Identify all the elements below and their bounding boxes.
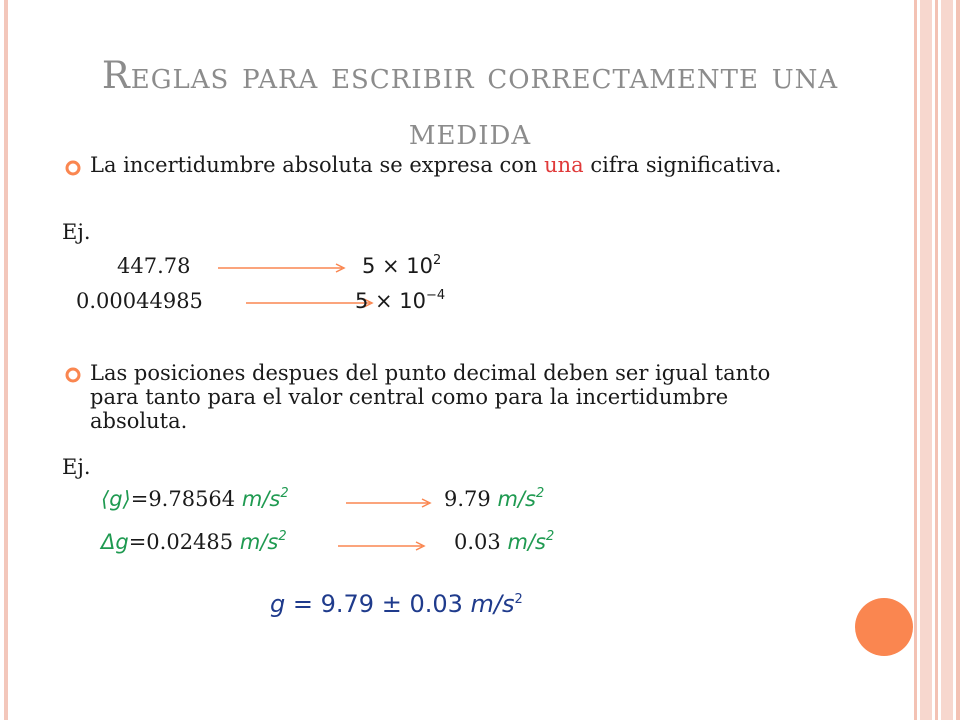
right-arrow-icon: [218, 262, 350, 274]
example-2-result: [355, 289, 445, 313]
example-2-mantissa: 5 × 10: [355, 289, 427, 313]
bullet-1-before: La incertidumbre absoluta se expresa con: [90, 153, 545, 177]
example-1-result: [362, 254, 441, 278]
delta-g-expression: [101, 530, 287, 554]
final-unit-exp: 2: [514, 592, 523, 607]
g-mean-rounded: 9.79: [444, 487, 491, 511]
right-arrow-icon: [338, 540, 430, 552]
g-mean-expression: [101, 487, 289, 511]
decorative-circle: [855, 598, 913, 656]
example-1-exponent: 2: [433, 253, 442, 268]
example-2-exponent: −4: [426, 288, 446, 303]
example-1-mantissa: 5 × 10: [362, 254, 434, 278]
left-frame-line: [4, 0, 8, 720]
delta-g-rounded-unit-exp: 2: [545, 529, 555, 544]
right-arrow-icon: [346, 497, 436, 509]
example-label-2: Ej.: [62, 455, 91, 479]
circle-bullet-icon: [62, 364, 84, 386]
final-uncertainty: 0.03: [409, 590, 463, 618]
g-mean-symbol: ⟨g⟩: [101, 487, 131, 511]
bullet-1-highlight: una: [544, 153, 584, 177]
delta-g-result: [454, 530, 554, 554]
slide-title: Reglas para escribir correctamente una medida: [101, 54, 839, 153]
delta-g-symbol: Δg: [101, 530, 129, 554]
stripe: [941, 0, 953, 720]
bullet-1-after: cifra significativa.: [583, 153, 782, 177]
stripe: [956, 0, 960, 720]
right-decorative-stripes: [914, 0, 960, 720]
stripe: [914, 0, 917, 720]
delta-g-unit-exp: 2: [278, 529, 287, 544]
delta-g-unit: m/s: [239, 530, 279, 554]
example-label-1: Ej.: [62, 220, 91, 244]
g-mean-rounded-unit: m/s: [497, 487, 536, 511]
final-plus-minus: ±: [381, 590, 402, 618]
bullet-2-text: Las posiciones despues del punto decimal deben ser igual tanto para tanto para el valor central como para la incertidumbre absoluta.: [90, 361, 771, 433]
bullet-1-text: [90, 153, 810, 177]
stripe: [935, 0, 938, 720]
g-mean-value: =9.78564: [130, 487, 236, 511]
example-1-value: 447.78: [117, 254, 191, 278]
delta-g-value: =0.02485: [128, 530, 234, 554]
g-mean-result: [444, 487, 544, 511]
circle-bullet-icon: [62, 157, 84, 179]
stripe: [920, 0, 932, 720]
delta-g-rounded: 0.03: [454, 530, 501, 554]
delta-g-rounded-unit: m/s: [507, 530, 546, 554]
g-mean-unit-exp: 2: [280, 486, 289, 501]
final-unit: m/s: [470, 590, 515, 618]
example-2-value: 0.00044985: [76, 289, 203, 313]
final-value: 9.79: [320, 590, 375, 618]
g-mean-unit: m/s: [241, 487, 281, 511]
final-result-equation: [270, 590, 523, 618]
final-equals: =: [292, 590, 313, 618]
g-mean-rounded-unit-exp: 2: [535, 486, 545, 501]
final-lhs: g: [270, 590, 286, 618]
